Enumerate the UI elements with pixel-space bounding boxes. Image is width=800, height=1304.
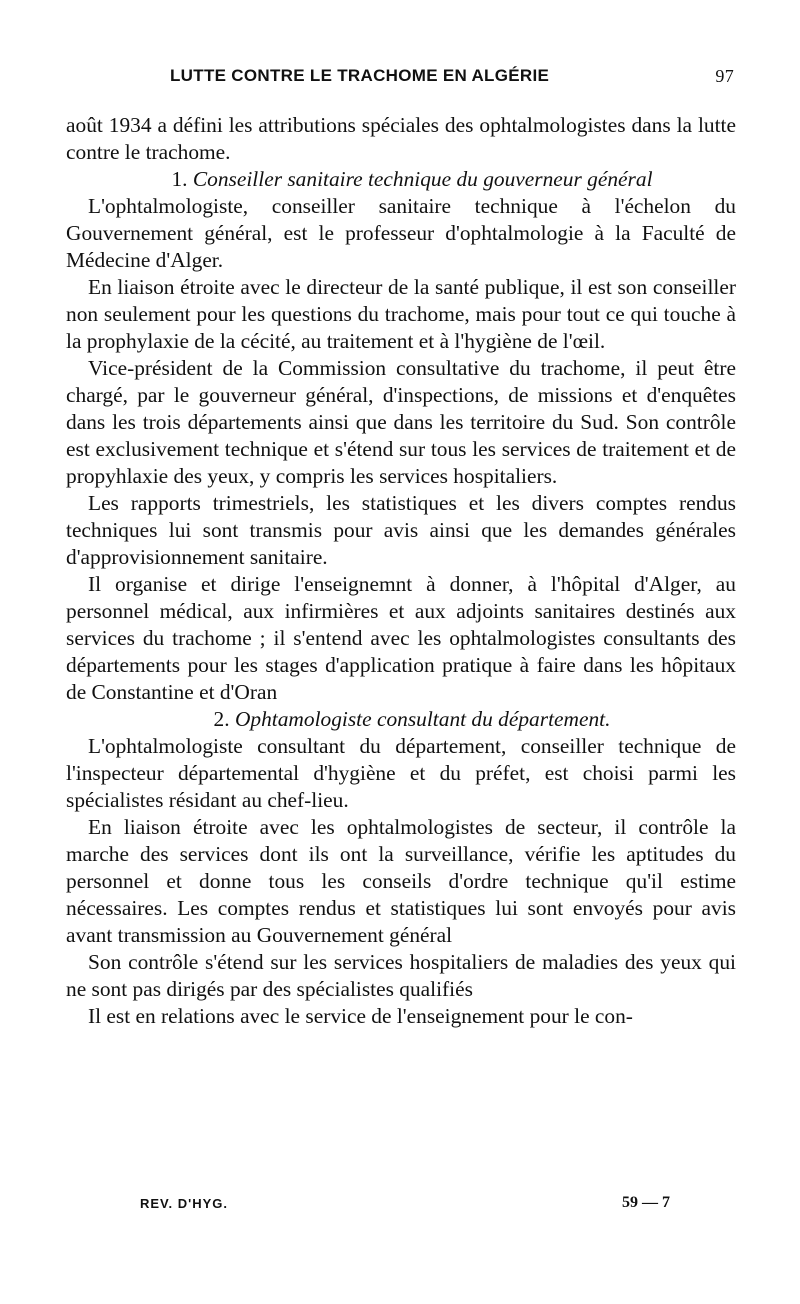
running-header (66, 66, 734, 96)
section-heading-2 (66, 706, 736, 733)
signature-mark: 59 — 7 (622, 1194, 670, 1211)
paragraph: L'ophtalmologiste, conseiller sanitaire technique à l'échelon du Gouvernement général, est le professeur d'ophtalmologie à la Faculté de Médecine d'Alger. (66, 194, 736, 272)
paragraph: L'ophtalmologiste consultant du département, conseiller technique de l'inspecteur départemental d'hygiène et du préfet, est choisi parmi les spécialistes résidant au chef-lieu. (66, 734, 736, 812)
paragraph: Les rapports trimestriels, les statistiques et les divers comptes rendus techniques lui sont transmis pour avis ainsi que les demandes générales d'approvisionnement sanitaire. (66, 491, 736, 569)
journal-abbreviation: REV. D'HYG. (140, 1196, 229, 1211)
running-title: LUTTE CONTRE LE TRACHOME EN ALGÉRIE (170, 66, 550, 85)
section-heading-1 (66, 166, 736, 193)
page-number: 97 (715, 66, 734, 86)
section-title-2: Ophtamologiste consultant du département. (234, 707, 611, 731)
body-text (66, 112, 736, 1030)
paragraph: Son contrôle s'étend sur les services hospitaliers de maladies des yeux qui ne sont pas dirigés par des spécialistes qualifiés (66, 950, 736, 1001)
paragraph: Il est en relations avec le service de l'enseignement pour le con- (88, 1004, 633, 1028)
section-number-2: 2. (213, 707, 230, 731)
paragraph: Vice-président de la Commission consultative du trachome, il peut être chargé, par le gouverneur général, d'inspections, de missions et d'enquêtes dans les trois départements ainsi que dans les territoire du Sud. Son contrôle est exclusivement technique et s'étend sur tous les services de traitement et de propyhlaxie des yeux, y compris les services hospitaliers. (66, 356, 736, 488)
page-footer (140, 1194, 670, 1218)
paragraph: Il organise et dirige l'enseignemnt à donner, à l'hôpital d'Alger, au personnel médical, aux infirmières et aux adjoints sanitaires destinés aux services du trachome ; il s'entend avec les ophtalmologistes consultants des départements pour les stages d'application pratique à faire dans les hôpitaux de Constantine et d'Oran (66, 572, 736, 704)
section-title-1: Conseiller sanitaire technique du gouverneur général (192, 167, 653, 191)
paragraph: En liaison étroite avec le directeur de la santé publique, il est son conseiller non seulement pour les questions du trachome, mais pour tout ce qui touche à la prophylaxie de la cécité, au traitement et à l'hygiène de l'œil. (66, 275, 736, 353)
section-number-1: 1. (171, 167, 188, 191)
paragraph: En liaison étroite avec les ophtalmologistes de secteur, il contrôle la marche des services dont ils ont la surveillance, vérifie les aptitudes du personnel et donne tous les conseils d'ordre technique qu'il estime nécessaires. Les comptes rendus et statistiques lui sont envoyés pour avis avant transmission au Gouvernement général (66, 815, 736, 947)
intro-paragraph: août 1934 a défini les attributions spéciales des ophtalmologistes dans la lutte contre le trachome. (66, 113, 736, 164)
